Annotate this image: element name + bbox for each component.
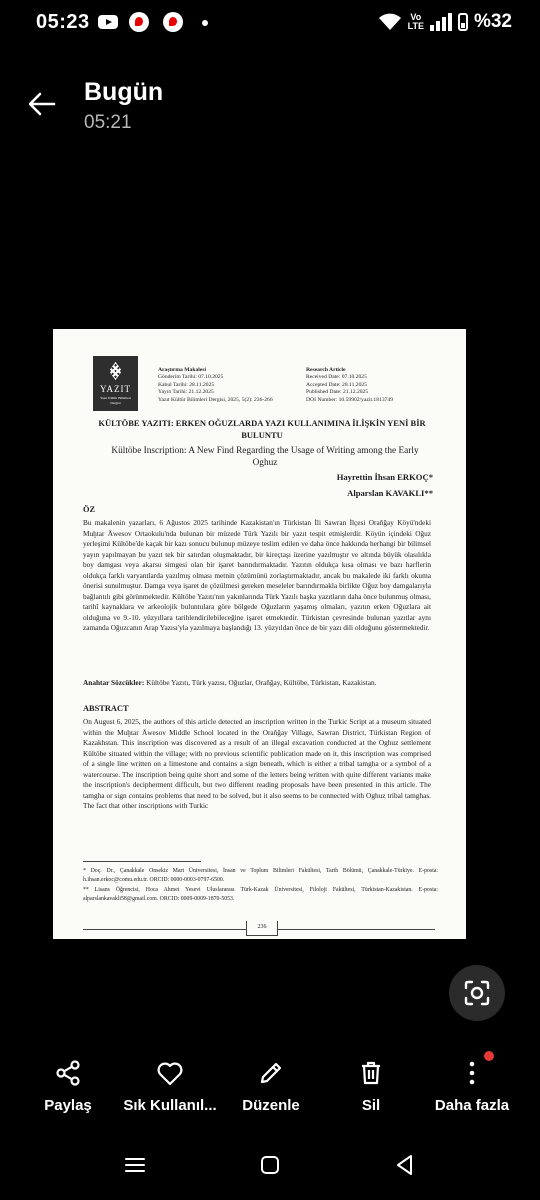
article-meta-english: [306, 367, 461, 404]
meta-line: Received Date: 07.10.2025: [306, 374, 367, 381]
youtube-notification-icon: [98, 15, 118, 29]
back-nav-icon[interactable]: [391, 1152, 419, 1178]
logo-knot-icon: [109, 362, 122, 380]
photo-time: 05:21: [84, 112, 132, 133]
meta-line: Kabul Tarihi: 28.11.2025: [158, 381, 215, 388]
footnote-2: ** Lisans Öğrencisi, Hoca Ahmet Yesevi Uluslararası Türk-Kazak Üniversitesi, Filoloji Fakültesi, Türkistan-Kazakistan. E-posta: alparslankavakli58@gmail.com. ORCID: 0009-0009-1870-5053.: [83, 887, 438, 902]
meta-line: Accepted Date: 28.11.2025: [306, 381, 367, 388]
article-title-turkish: KÜLTÖBE YAZITI: ERKEN OĞUZLARDA YAZI KULLANIMINA İLİŞKİN YENİ BİR BULUNTU: [98, 418, 426, 440]
share-label: Paylaş: [44, 1097, 92, 1114]
meta-line: Yayın Tarihi: 21.12.2025: [158, 389, 214, 396]
photo-document-page[interactable]: [53, 329, 466, 939]
keywords-turkish: [83, 678, 431, 689]
oz-paragraph: Bu makalenin yazarları, 6 Ağustos 2025 tarihinde Kazakistan'ın Türkistan İli Sawran İlçesi Orañğay Köyü'ndeki Muḫtar Äwesov Ortaokulu'nda bulunan bir müzede Türk Yazılı bir yazıt tespit etmişlerdir. Köyün içindeki Oğuz yerleşimi Kültöbe'de kaçak bir kazı sonucu bulunup müzeye teslim edilen ve daha önce hakkında herhangi bir bilimsel yayın yapılmayan bu yazıt tek bir satırdan oluşmaktadır, bir kireçtaşı üzerine yazılmıştır ve altında büyük olasılıkla boy damgası veya akarsu simgesi olan bir işaret barındırmaktadır. Yazıtın oldukça kısa olması ve bazı harflerin oldukça farklı varyantlarda yazılmış olması metnin çözümünü zorlaştırmaktadır, ancak bu makalede iki farklı okuma önerisi sunulmuştur. Damga veya işaret de çözülmesi gereken meseleler barındırmakla birlikte Oğuz boy damgalarıyla bağlantılı gibi görünmektedir. Kültöbe Yazıtı'nın yakınlarında Türk Yazılı başka yazıtların daha önce bulunmuş olması, tarihî kaynaklara ve arkeolojik buluntulara göre bölgede Oğuzların yaşamış olmaları, yazıtın erken Oğuzlara ait olduğuna ve 9.-10. yüzyıllara tarihlendirilebileceğine işaret etmektedir. Türkistan çevresinde bulunan yazıtlar aynı zamanda Oğuzcanın Arap Yazısı'yla yazılmaya başlandığı 13. yüzyıldan önce de bir yazı dili olduğunu göstermektedir.: [83, 518, 431, 632]
heart-icon: [155, 1058, 185, 1088]
status-time: 05:23: [36, 11, 90, 33]
logo-subtitle: Yazıt Kültür Bilimleri Dergisi: [100, 396, 131, 405]
battery-percent: %32: [473, 11, 512, 32]
delete-label: Sil: [361, 1097, 381, 1114]
more-notifications-dot-icon: [202, 20, 208, 26]
volte-icon: [408, 13, 424, 31]
more-label: Daha fazla: [434, 1097, 510, 1114]
lens-scan-icon: [449, 965, 505, 1021]
meta-line: Gönderim Tarihi: 07.10.2025: [158, 374, 224, 381]
favorite-button[interactable]: [120, 1058, 220, 1114]
volte-label: Vo: [410, 12, 422, 22]
notification-dot: [484, 1051, 494, 1061]
recent-apps-icon[interactable]: [121, 1152, 149, 1178]
author-2: Alparslan KAVAKLI**: [347, 488, 433, 498]
signal-icon: [430, 13, 452, 31]
keywords-label: Anahtar Sözcükler:: [83, 678, 145, 687]
abstract-paragraph: On August 6, 2025, the authors of this article detected an inscription written in the Turkic Script at a museum situated within the Muḫtar Äwesov Middle School located in the Orañğay Village, Sawran District, Türkistan Region of Kazakhstan. This inscription was discovered as a result of an illegal excavation conducted at the Oghuz settlement Kültöbe situated within the village; with no previous scientific publication made on it, this inscription was comprised of a single line written on a limestone and contains a sign beneath, which is either a tribal tamgha or a symbol of a watercourse. The inscription being quite short and some of the letters being written with quite different variants make the inscription's decipherment difficult, but two different reading proposals have been presented in this article. The tamgha or sign contains problems that need to be solved, but it also seems to be connected with Oghuz tribal tamghas. The fact that other inscriptions with Turkic: [83, 717, 431, 810]
abstract-heading: ABSTRACT: [83, 704, 129, 713]
meta-line: Research Article: [306, 367, 346, 373]
edit-label: Düzenle: [242, 1097, 300, 1114]
article-title-english: Kültöbe Inscription: A New Find Regarding the Usage of Writing among the Early Oghuz: [111, 446, 419, 468]
author-1: Hayrettin İhsan ERKOÇ*: [336, 472, 433, 482]
meta-line: Araştırma Makalesi: [158, 367, 207, 373]
footnote-rule: [83, 861, 201, 862]
vodafone-notification-icon: [129, 12, 149, 32]
article-meta-turkish: [158, 367, 308, 404]
favorite-label: Sık Kullanıl...: [123, 1097, 217, 1114]
logo-name: YAZIT: [100, 384, 131, 394]
meta-line: DOI Number: 10.59902/yazit.1813749: [306, 396, 394, 403]
album-title: Bugün: [84, 78, 164, 106]
home-icon[interactable]: [256, 1152, 284, 1178]
wifi-icon: [378, 13, 402, 31]
meta-line: Yazıt Kültür Bilimleri Dergisi, 2025, 5(2): 236-266: [158, 396, 273, 403]
journal-logo: [93, 356, 138, 411]
trash-icon: [356, 1058, 386, 1088]
pencil-icon: [256, 1058, 286, 1088]
photo-action-bar: [0, 1058, 540, 1128]
share-icon: [53, 1058, 83, 1088]
more-button[interactable]: [430, 1058, 514, 1114]
viewer-header: [0, 70, 540, 140]
keywords-value: Kültöbe Yazıtı, Türk yazısı, Oğuzlar, Orañğay, Kültöbe, Türkistan, Kazakistan.: [146, 678, 377, 687]
google-lens-button[interactable]: [449, 965, 505, 1021]
vodafone-notification-icon: [163, 12, 183, 32]
lte-label: LTE: [407, 21, 424, 31]
share-button[interactable]: [33, 1058, 103, 1114]
status-bar: [0, 0, 540, 46]
back-arrow-icon[interactable]: [26, 88, 58, 120]
page-number: 236: [246, 921, 278, 936]
more-vertical-icon: [457, 1058, 487, 1088]
delete-button[interactable]: [346, 1058, 396, 1114]
status-right-group: [378, 10, 512, 34]
edit-button[interactable]: [236, 1058, 306, 1114]
battery-icon: [458, 13, 468, 31]
oz-heading: ÖZ: [83, 505, 96, 514]
footnote-1: * Doç. Dr., Çanakkale Onsekiz Mart Üniversitesi, İnsan ve Toplum Bilimleri Fakültesi, Tarih Bölümü, Çanakkale-Türkiye. E-posta: h.ihsan.erkoc@comu.edu.tr. ORCID: 0000-0003-0797-6500.: [83, 868, 438, 883]
system-navigation-bar: [0, 1140, 540, 1190]
meta-line: Published Date: 21.12.2025: [306, 389, 369, 396]
